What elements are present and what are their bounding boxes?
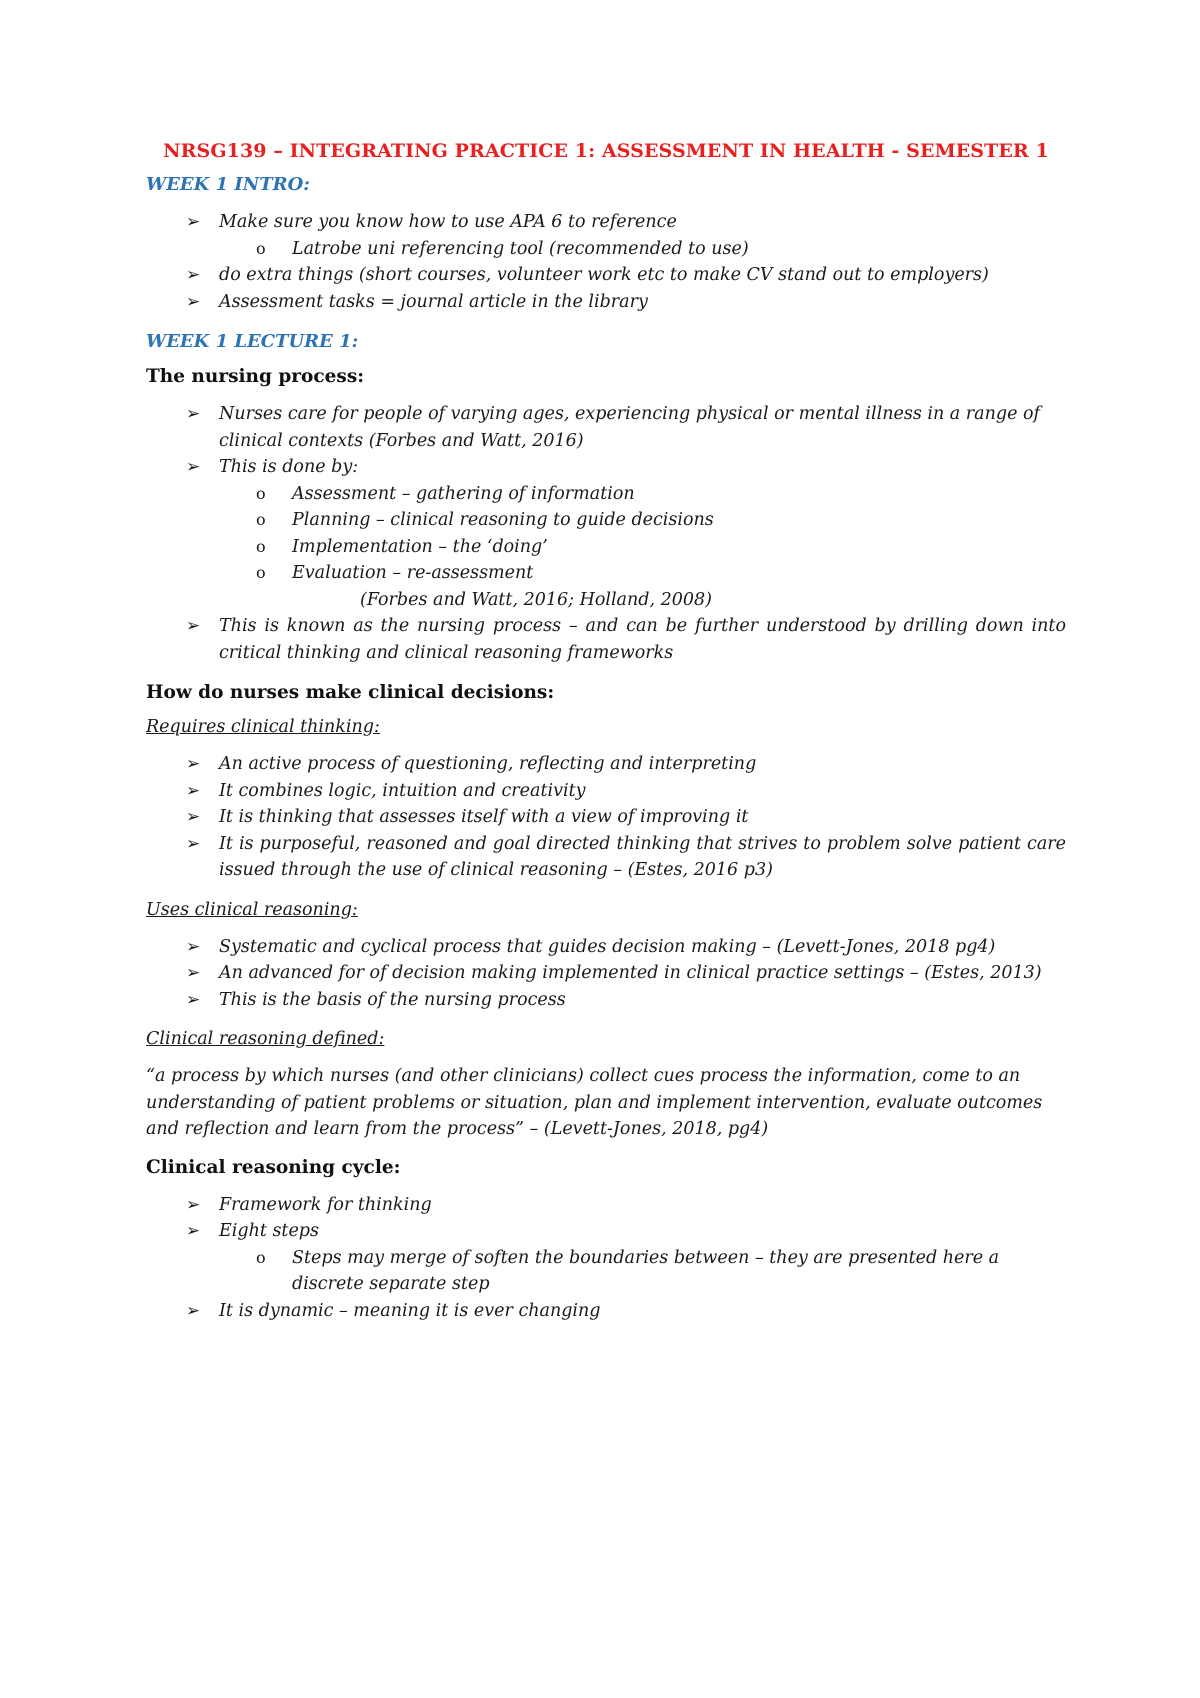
clinical-reasoning-defined-subheading: Clinical reasoning defined: (146, 1029, 385, 1049)
circle-bullet-icon: o (256, 1247, 266, 1267)
arrow-bullet-icon: ➢ (186, 1194, 201, 1215)
week1-intro-heading: WEEK 1 INTRO: (146, 174, 310, 195)
arrow-bullet-icon: ➢ (186, 963, 201, 983)
list-item: ➢ It combines logic, intuition and creativity (146, 778, 1066, 805)
clinical-thinking-list (146, 751, 1066, 884)
arrow-bullet-icon: ➢ (186, 807, 201, 827)
list-item: ➢ Nurses care for people of varying ages, experiencing physical or mental illness in a range of clinical contexts (Forbes and Watt, 2016) (146, 401, 1066, 454)
list-item: ➢ An active process of questioning, reflecting and interpreting (146, 751, 1066, 778)
list-item: ➢ Systematic and cyclical process that guides decision making – (Levett-Jones, 2018 pg4) (146, 934, 1066, 961)
clinical-reasoning-list (146, 934, 1066, 1014)
clinical-reasoning-definition: “a process by which nurses (and other clinicians) collect cues process the information, come to an understanding of patient problems or situation, plan and implement intervention, evaluate outcomes and reflection and learn from the process” – (Levett-Jones, 2018, pg4) (146, 1066, 1043, 1139)
week1-intro-list (146, 209, 1066, 315)
list-item: ➢ Make sure you know how to use APA 6 to reference (146, 209, 1066, 236)
arrow-bullet-icon: ➢ (186, 1300, 201, 1321)
nursing-process-heading: The nursing process: (146, 366, 365, 387)
circle-bullet-icon: o (256, 238, 266, 258)
document-title: NRSG139 – INTEGRATING PRACTICE 1: ASSESSMENT IN HEALTH - SEMESTER 1 (163, 140, 1049, 162)
nursing-process-list (146, 401, 1066, 666)
arrow-bullet-icon: ➢ (186, 265, 201, 285)
list-item: ➢ do extra things (short courses, volunteer work etc to make CV stand out to employers) (146, 262, 1066, 289)
list-item: ➢ This is the basis of the nursing process (146, 987, 1066, 1014)
document-content (146, 140, 1066, 1340)
arrow-bullet-icon: ➢ (186, 616, 201, 636)
reasoning-cycle-heading: Clinical reasoning cycle: (146, 1156, 401, 1178)
list-item: ➢ An advanced for of decision making implemented in clinical practice settings – (Estes, 2013) (146, 960, 1066, 987)
arrow-bullet-icon: ➢ (186, 989, 201, 1010)
arrow-bullet-icon: ➢ (186, 457, 201, 477)
list-item: o Implementation – the ‘doing’ (146, 534, 1066, 561)
circle-bullet-icon: o (256, 563, 266, 582)
list-item: o Steps may merge of soften the boundaries between – they are presented here a discrete separate step (146, 1245, 1066, 1298)
arrow-bullet-icon: ➢ (186, 212, 201, 232)
list-item: ➢ This is done by: (146, 454, 1066, 481)
arrow-bullet-icon: ➢ (186, 291, 201, 312)
clinical-reasoning-subheading: Uses clinical reasoning: (146, 899, 358, 920)
list-item: ➢ It is thinking that assesses itself with a view of improving it (146, 804, 1066, 831)
arrow-bullet-icon: ➢ (186, 1221, 201, 1241)
arrow-bullet-icon: ➢ (186, 833, 201, 854)
list-item: ➢ It is purposeful, reasoned and goal directed thinking that strives to problem solve patient care issued through the use of clinical reasoning – (Estes, 2016 p3) (146, 831, 1066, 884)
list-item: ➢ It is dynamic – meaning it is ever changing (146, 1298, 1066, 1325)
list-item: ➢ Framework for thinking (146, 1192, 1066, 1219)
circle-bullet-icon: o (256, 536, 266, 556)
list-item: ➢ Assessment tasks = journal article in the library (146, 289, 1066, 316)
clinical-decisions-heading: How do nurses make clinical decisions: (146, 682, 555, 703)
week1-lecture-heading: WEEK 1 LECTURE 1: (146, 331, 359, 352)
list-item: o Latrobe uni referencing tool (recommended to use) (146, 236, 1066, 263)
clinical-thinking-subheading: Requires clinical thinking: (146, 717, 380, 737)
arrow-bullet-icon: ➢ (186, 404, 201, 424)
list-item: o Planning – clinical reasoning to guide decisions (146, 507, 1066, 534)
list-item: ➢ Eight steps (146, 1218, 1066, 1245)
arrow-bullet-icon: ➢ (186, 754, 201, 774)
circle-bullet-icon: o (256, 483, 266, 503)
reasoning-cycle-list (146, 1192, 1066, 1325)
list-item: o Evaluation – re-assessment (146, 560, 1066, 587)
list-item: o Assessment – gathering of information (146, 481, 1066, 508)
arrow-bullet-icon: ➢ (186, 936, 201, 957)
circle-bullet-icon: o (256, 510, 266, 529)
arrow-bullet-icon: ➢ (186, 780, 201, 801)
citation: (Forbes and Watt, 2016; Holland, 2008) (360, 589, 712, 610)
list-item: ➢ This is known as the nursing process – and can be further understood by drilling down into critical thinking and clinical reasoning frameworks (146, 613, 1066, 666)
